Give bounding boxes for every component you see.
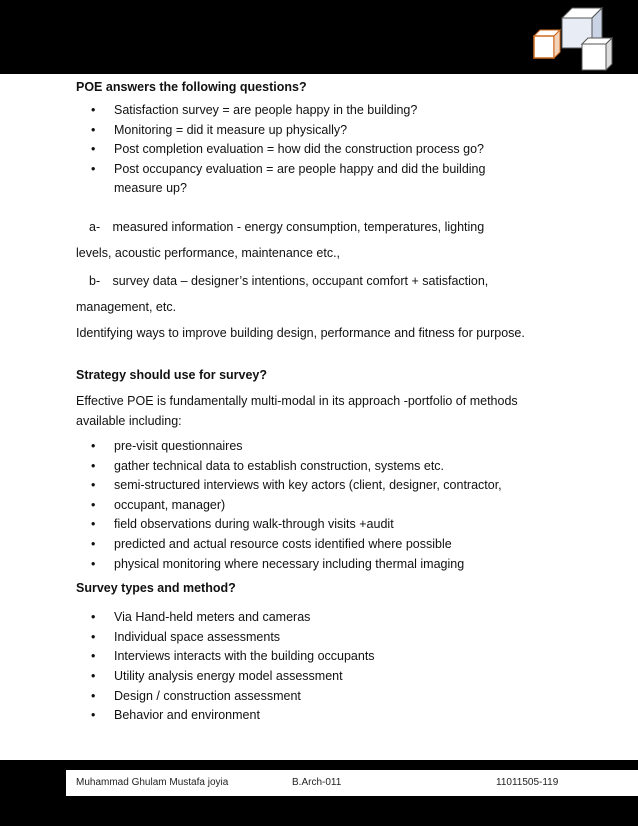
list-item: • Behavior and environment [114, 706, 576, 726]
sub-item-b-continuation: management, etc. [76, 299, 177, 314]
list-item: • physical monitoring where necessary including thermal imaging [114, 555, 576, 575]
section-heading-strategy: Strategy should use for survey? [76, 367, 268, 382]
list-item: • predicted and actual resource costs identified where possible [114, 535, 576, 555]
strategy-intro: Effective POE is fundamentally multi-modal in its approach -portfolio of methods available including: [76, 393, 518, 428]
sub-item-a-text: measured information - energy consumption, temperatures, lighting [112, 219, 485, 234]
document-body [76, 74, 576, 726]
list-item: • occupant, manager) [114, 496, 576, 516]
sub-item-b-text: survey data – designer’s intentions, occupant comfort + satisfaction, [112, 273, 489, 288]
footer-author: Muhammad Ghulam Mustafa joyia [76, 777, 229, 788]
cubes-icon [526, 4, 638, 74]
header-band [0, 0, 638, 74]
sub-item-a [76, 217, 576, 237]
list-item: • semi-structured interviews with key actors (client, designer, contractor, [114, 476, 576, 496]
list-item: • Monitoring = did it measure up physically? [114, 121, 576, 141]
section-heading-survey: Survey types and method? [76, 581, 236, 596]
sub-item-a-continuation: levels, acoustic performance, maintenance etc., [76, 245, 341, 260]
survey-bullet-list [76, 608, 576, 726]
list-item: • Via Hand-held meters and cameras [114, 608, 576, 628]
list-item: • field observations during walk-through visits +audit [114, 515, 576, 535]
footer-id: 11011505-119 [496, 777, 559, 788]
poe-bullet-list [76, 101, 576, 199]
list-item: • Satisfaction survey = are people happy in the building? [114, 101, 576, 121]
list-item: • pre-visit questionnaires [114, 437, 576, 457]
poe-conclusion: Identifying ways to improve building design, performance and fitness for purpose. [76, 325, 525, 340]
sub-item-a-marker: a- [89, 219, 101, 234]
list-item: • Utility analysis energy model assessment [114, 667, 576, 687]
footer-course: B.Arch-011 [292, 777, 342, 788]
list-item: • Post completion evaluation = how did the construction process go? [114, 140, 576, 160]
list-item: • gather technical data to establish construction, systems etc. [114, 457, 576, 477]
strategy-bullet-list [76, 437, 576, 574]
list-item: • Design / construction assessment [114, 687, 576, 707]
list-item: • Interviews interacts with the building occupants [114, 647, 576, 667]
list-item: • Individual space assessments [114, 628, 576, 648]
footer [66, 770, 638, 796]
list-item: • Post occupancy evaluation = are people happy and did the building measure up? [114, 160, 514, 199]
sub-item-b-marker: b- [89, 273, 101, 288]
sub-item-b [76, 271, 576, 291]
section-heading-poe: POE answers the following questions? [76, 80, 307, 94]
